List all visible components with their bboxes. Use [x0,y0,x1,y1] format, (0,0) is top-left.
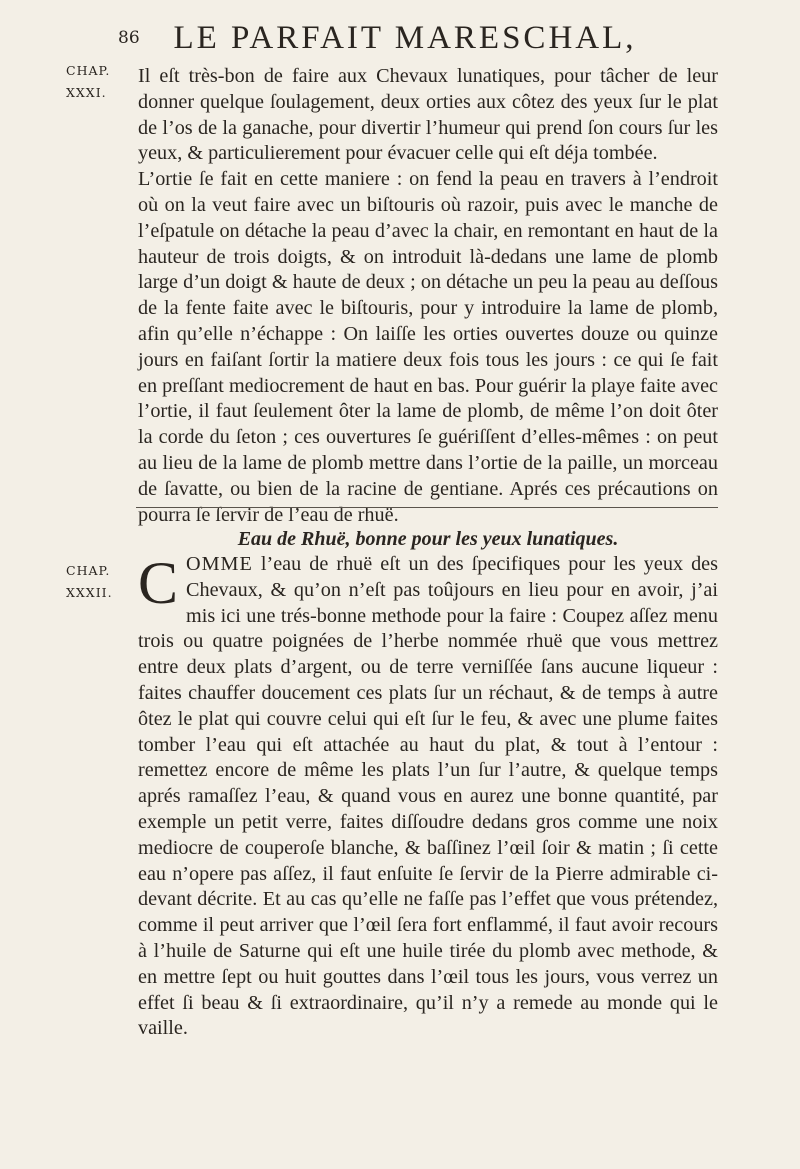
drop-cap: C [138,550,179,616]
lead-word: OMME [186,553,253,575]
paragraph: Il eſt très-bon de faire aux Chevaux lunatiques, pour tâcher de leur donner quelque ſoulagement, deux orties aux côtez des yeux ſur le plat de l’os de la ganache, pour divertir l’humeur qui prend ſon cours ſur les yeux, & particulierement pour évacuer celle qui eſt déja tombée. [138,65,718,165]
running-title: LE PARFAIT MARESCHAL, [173,20,637,56]
paragraph: L’ortie ſe fait en cette maniere : on fend la peau en travers à l’endroit où on la veut faire avec un biſtouris où razoir, puis avec le manche de l’eſpatule on détache la peau d’avec la chair, en remontant en haut de la hauteur de trois doigts, & on introduit là-dedans une lame de plomb large d’un doigt & haute de deux ; on détache un peu la peau au deſſous de la fente faite avec le biſtouris, pour y introduire la lame de plomb, afin qu’elle n’échappe : On laiſſe les orties ouvertes douze ou quinze jours en faiſant ſortir la matiere deux fois tous les jours : ce qui ſe fait en preſſant mediocrement de haut en bas. Pour guérir la playe faite avec l’ortie, il faut ſeulement ôter la lame de plomb, de même l’on doit ôter la corde du ſeton ; ces ouvertures ſe guériſſent d’elles-mêmes : on peut au lieu de la lame de plomb mettre dans l’ortie de la paille, un morceau de ſavatte, ou bien de la racine de gentiane. Aprés ces précautions on pourra ſe ſervir de l’eau de rhuë. [138,168,718,526]
section-divider [136,507,718,508]
section-lunatic-horses [138,64,718,528]
chapter-marker-32: CHAP. XXXII. [66,563,113,600]
page-number: 86 [118,28,140,48]
chapter-marker-31: CHAP. XXXI. [66,63,111,100]
section-title: Eau de Rhuë, bonne pour les yeux lunatiques. [237,528,619,550]
page-header [110,20,700,60]
section-rue-water [138,552,718,1042]
paragraph: l’eau de rhuë eſt un des ſpecifiques pour les yeux des Chevaux, & qu’on n’eſt pas toûjours en lieu pour en avoir, j’ai mis ici une trés-bonne methode pour la faire : Coupez aſſez menu trois ou quatre poignées de l’herbe nommée rhuë que vous mettrez entre deux plats d’argent, ou de terre verniſſée ſans aucune liqueur : faites chauffer doucement ces plats ſur un réchaut, & de temps à autre ôtez le plat qui couvre celui qui eſt ſur le feu, & avec une plume faites tomber l’eau qui eſt attachée au haut du plat, & tout à l’entour : remettez encore de même les plats l’un ſur l’autre, & quelque temps aprés ramaſſez l’eau, & quand vous en aurez une bonne quantité, par exemple un petit verre, faites diſſoudre dedans gros comme une noix mediocre de couperoſe blanche, & baſſinez l’œil ſoir & matin ; ſi cette eau n’opere pas aſſez, il faut enſuite ſe ſervir de la Pierre admirable ci-devant décrite. Et au cas qu’elle ne faſſe pas l’effet que vous prétendez, comme il peut arriver que l’œil ſera fort enflammé, il faut avoir recours à l’huile de Saturne qui eſt une huile tirée du plomb avec methode, & en mettre ſept ou huit gouttes dans l’œil tous les jours, vous verrez un effet ſi beau & ſi extraordinaire, qu’il n’y a remede au monde qui le vaille. [138,553,718,1040]
